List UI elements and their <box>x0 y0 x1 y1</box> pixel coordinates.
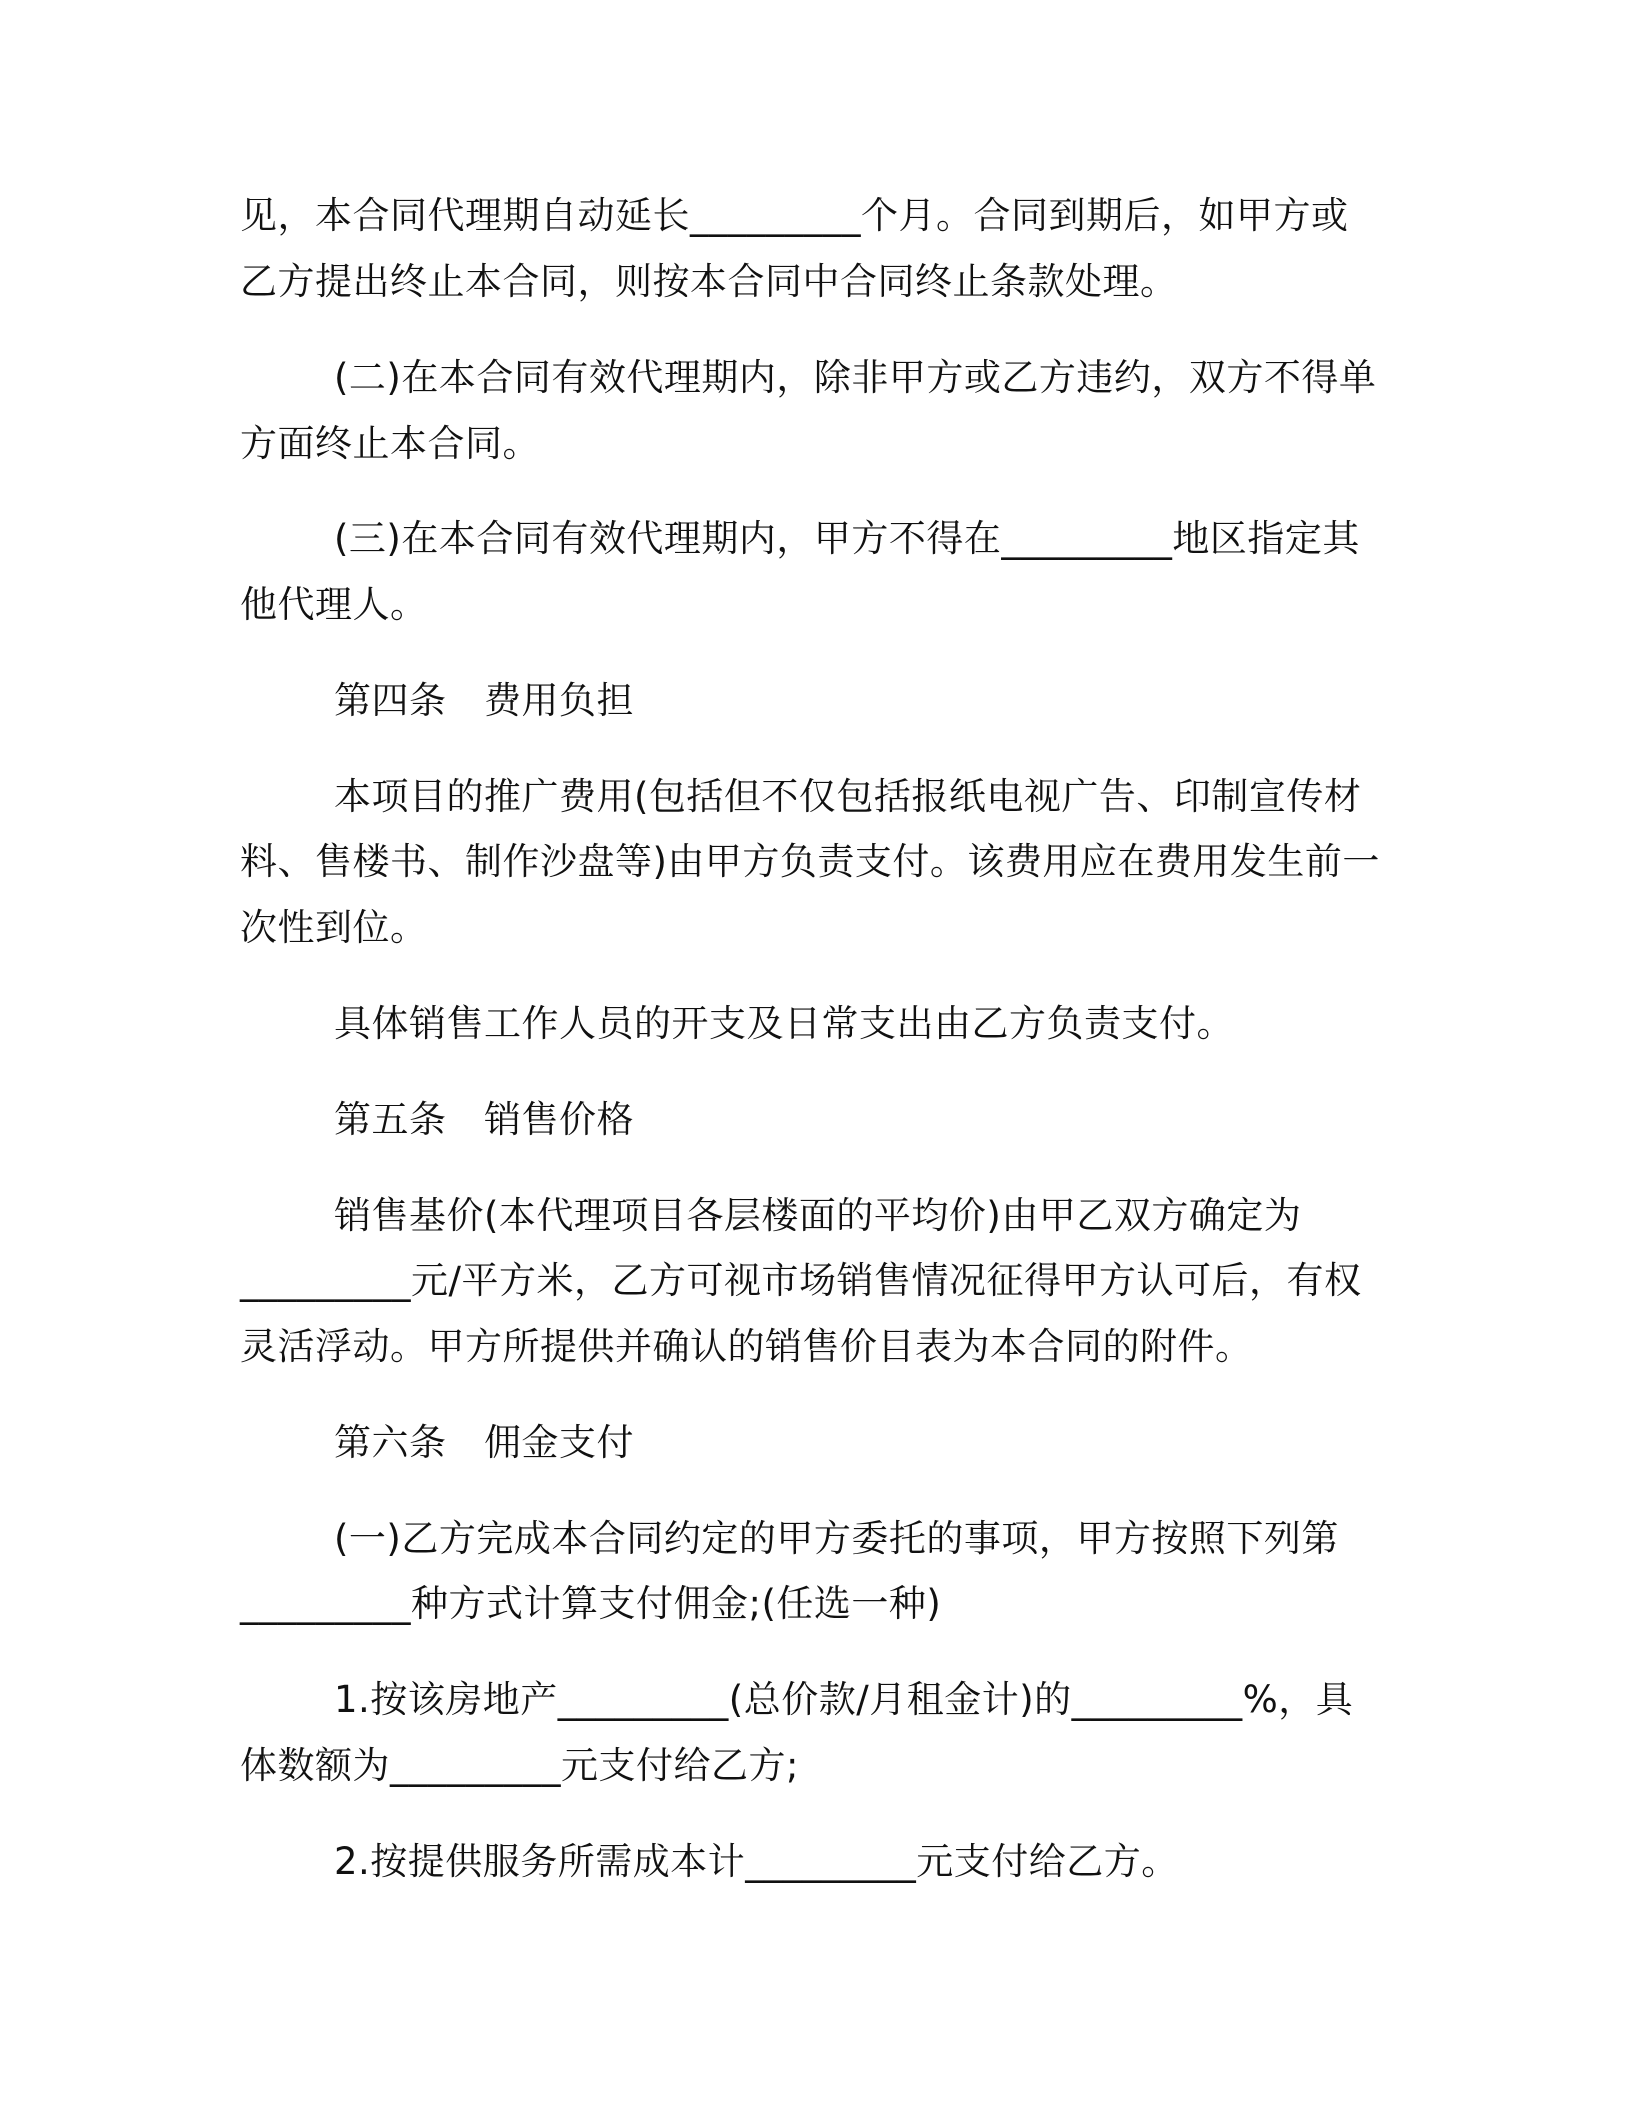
paragraph-line: (二)在本合同有效代理期内，除非甲方或乙方违约，双方不得单 <box>334 356 1377 399</box>
paragraph-line: 本项目的推广费用(包括但不仅包括报纸电视广告、印制宣传材 <box>334 775 1362 818</box>
section-heading: 第四条 费用负担 <box>334 679 634 722</box>
section-heading: 第六条 佣金支付 <box>334 1421 634 1464</box>
paragraph-line: _________元/平方米，乙方可视市场销售情况征得甲方认可后，有权 <box>240 1259 1362 1302</box>
section-heading: 第五条 销售价格 <box>334 1098 634 1141</box>
paragraph-line: _________种方式计算支付佣金;(任选一种) <box>240 1582 942 1625</box>
paragraph-line: 体数额为_________元支付给乙方; <box>240 1744 799 1787</box>
paragraph-line: 料、售楼书、制作沙盘等)由甲方负责支付。该费用应在费用发生前一 <box>240 840 1380 883</box>
paragraph-line: 见，本合同代理期自动延长_________个月。合同到期后，如甲方或 <box>240 194 1349 237</box>
paragraph-line: 销售基价(本代理项目各层楼面的平均价)由甲乙双方确定为 <box>334 1194 1302 1237</box>
paragraph-line: 他代理人。 <box>240 583 428 626</box>
paragraph-line: 乙方提出终止本合同，则按本合同中合同终止条款处理。 <box>240 260 1178 303</box>
paragraph-line: (三)在本合同有效代理期内，甲方不得在_________地区指定其 <box>334 517 1360 560</box>
paragraph-line: 具体销售工作人员的开支及日常支出由乙方负责支付。 <box>334 1002 1234 1045</box>
paragraph-line: 灵活浮动。甲方所提供并确认的销售价目表为本合同的附件。 <box>240 1325 1253 1368</box>
paragraph-line: 2.按提供服务所需成本计_________元支付给乙方。 <box>334 1840 1179 1883</box>
paragraph-line: 方面终止本合同。 <box>240 422 540 465</box>
paragraph-line: (一)乙方完成本合同约定的甲方委托的事项，甲方按照下列第 <box>334 1517 1339 1560</box>
paragraph-line: 1.按该房地产_________(总价款/月租金计)的_________%，具 <box>334 1678 1354 1721</box>
paragraph-line: 次性到位。 <box>240 906 428 949</box>
